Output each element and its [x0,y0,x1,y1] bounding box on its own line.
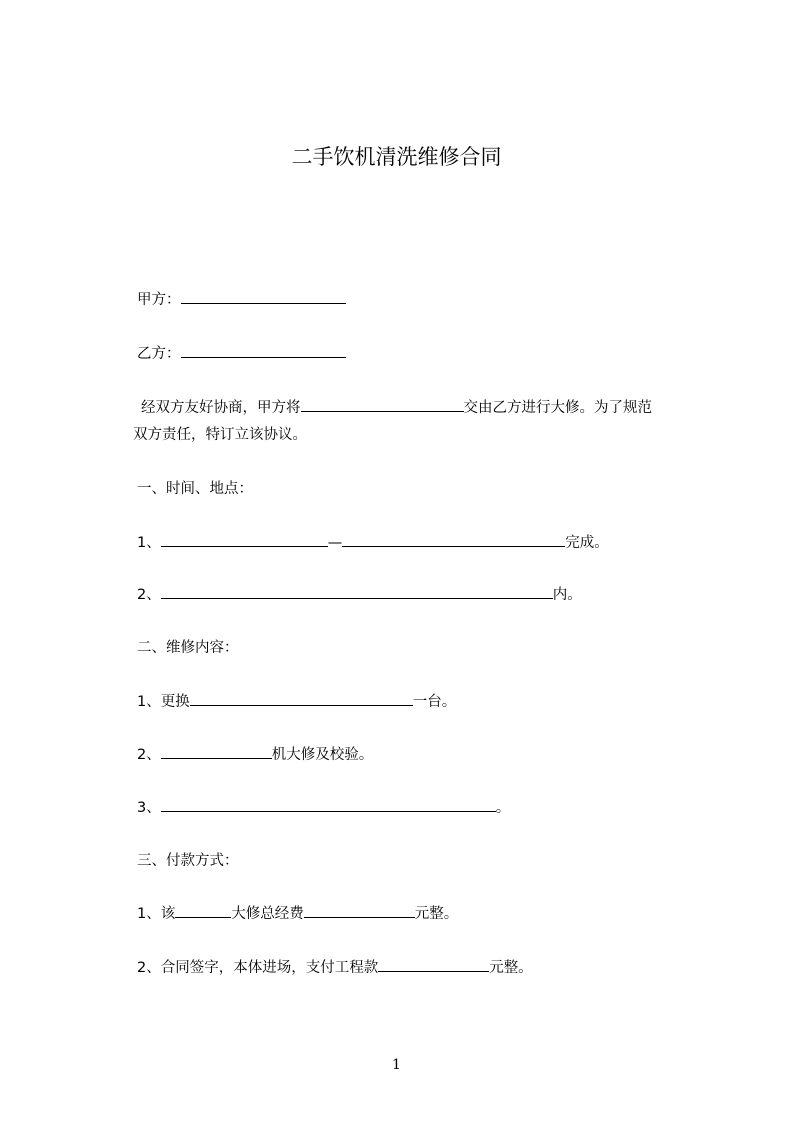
s2-item2-blank [161,745,272,759]
document-title: 二手饮机清洗维修合同 [291,145,502,169]
s2-item1-prefix: 1、更换 [137,694,190,710]
section-2-heading: 二、维修内容： [137,640,239,656]
s2-item3-suffix: 。 [495,800,511,816]
section-2-item-3 [137,798,510,818]
party-b-blank [181,344,346,358]
s3-item1-mid: 大修总经费 [231,906,304,922]
s2-item3-blank [161,798,496,812]
section-3-item-2 [137,958,533,978]
s1-item1-suffix: 完成。 [565,535,609,551]
party-a-line [137,290,346,310]
section-2-item-2 [137,745,373,765]
s3-item2-prefix: 2、合同签字，本体进场，支付工程款 [137,960,379,976]
party-a-label: 甲方： [137,292,181,308]
s3-item2-suffix: 元整。 [489,960,533,976]
s2-item2-prefix: 2、 [137,747,161,763]
section-1-heading: 一、时间、地点： [137,481,253,497]
s3-item1-prefix: 1、该 [137,906,176,922]
s3-item1-suffix: 元整。 [414,906,459,922]
intro-paragraph [133,395,707,449]
s2-item3-prefix: 3、 [137,800,161,816]
s3-item1-blank-2 [304,904,415,918]
section-3-item-1 [137,904,458,924]
s2-item2-suffix: 机大修及校验。 [271,747,374,763]
party-a-blank [181,290,346,304]
party-b-label: 乙方： [137,346,181,362]
intro-text-1: 经双方友好协商，甲方将 [141,400,301,416]
s3-item2-blank [378,958,489,972]
intro-text-2: 交由乙方进行大修。为了规范 [463,400,652,416]
s1-item2-blank [161,585,553,599]
s2-item1-suffix: 一台。 [412,694,457,710]
s1-item1-dash: — [327,535,343,551]
intro-text-3: 双方责任，特订立该协议。 [133,427,307,443]
s1-item1-blank-end [342,533,565,547]
s1-item2-prefix: 2、 [137,587,161,603]
s2-item1-blank [190,692,413,706]
s3-item1-blank-1 [175,904,231,918]
section-1-item-2 [137,585,582,605]
section-2-item-1 [137,692,456,712]
page-number: 1 [392,1057,401,1073]
s1-item1-blank-start [161,533,328,547]
s1-item1-prefix: 1、 [137,535,161,551]
section-1-item-1 [137,533,609,553]
party-b-line [137,344,346,364]
s1-item2-suffix: 内。 [552,587,582,603]
section-3-heading: 三、付款方式： [137,853,239,869]
intro-blank [301,398,464,412]
